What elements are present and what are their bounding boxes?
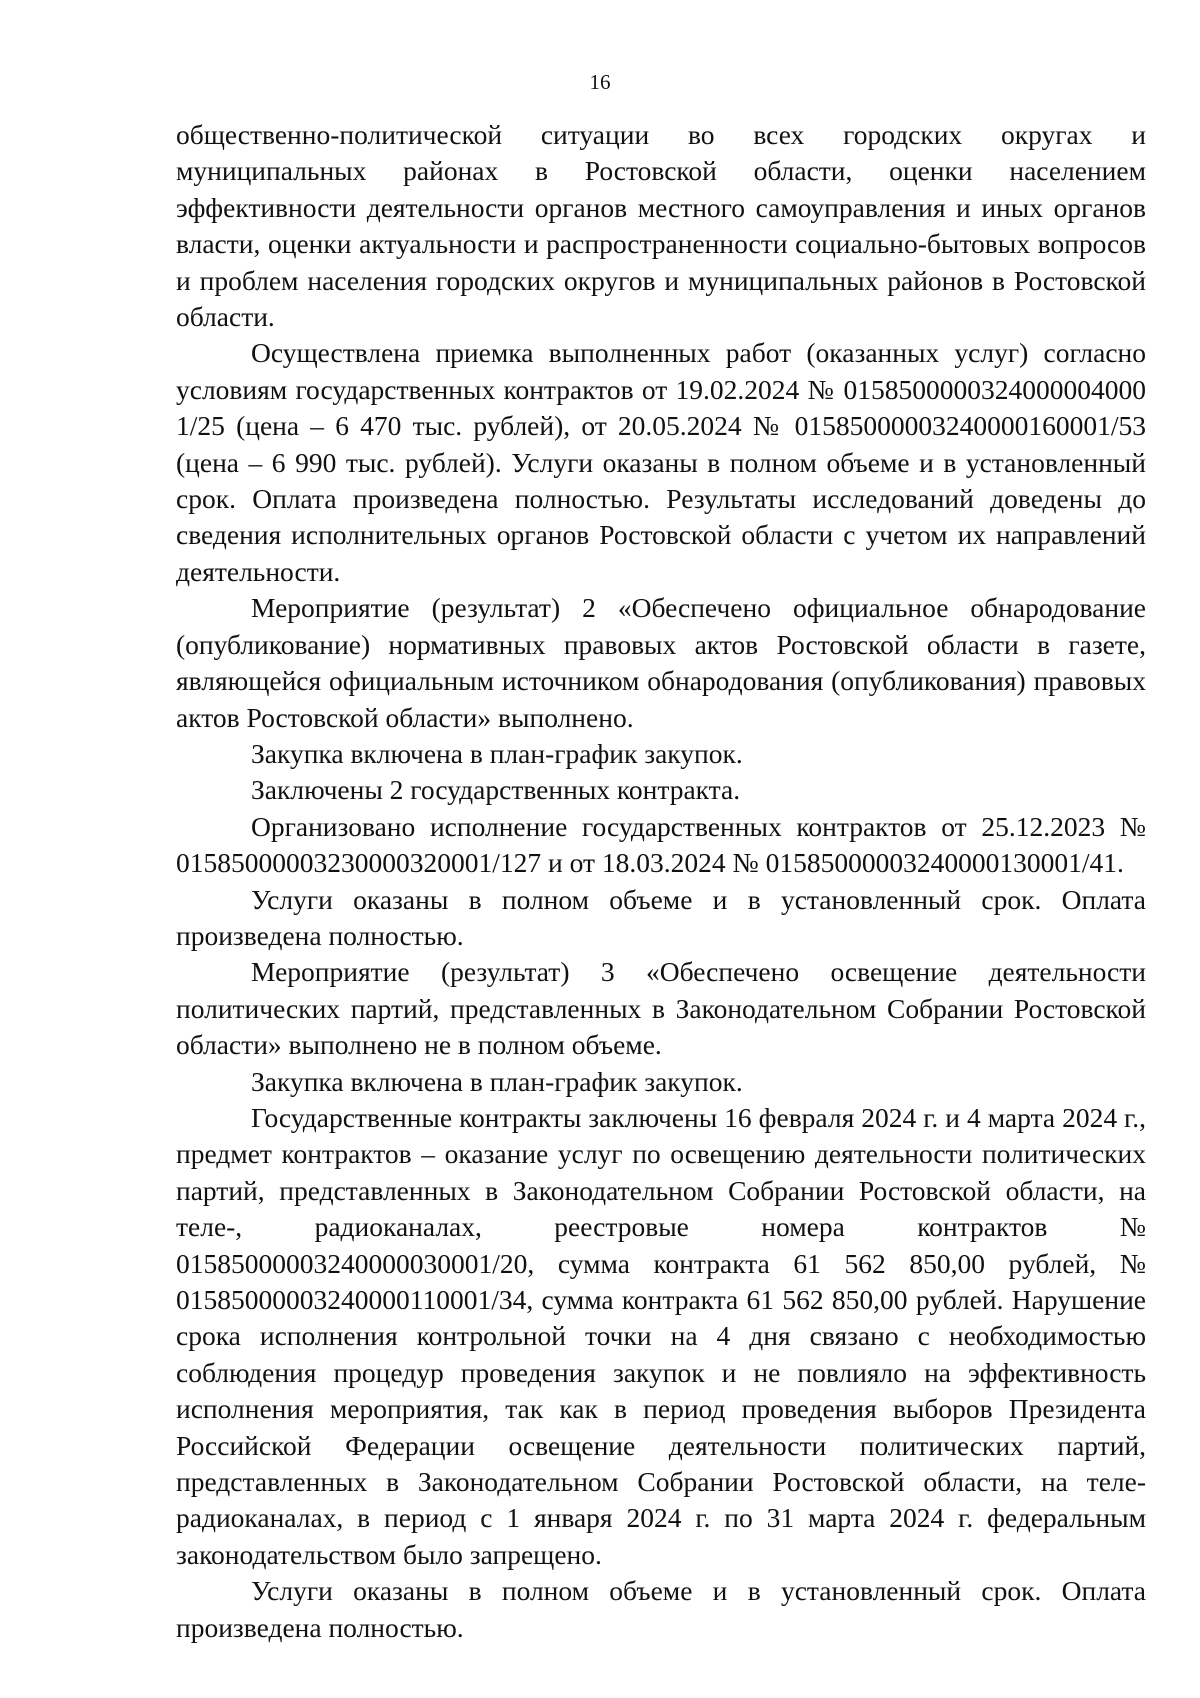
paragraph-acceptance-of-work: Осуществлена приемка выполненных работ (оказанных услуг) согласно условиям государственных контрактов от 19.02.2024 № 0158500000324000004000​1/25 (цена – 6 470 тыс. рублей), от 20.05.2024 № 01585000003240000160001/53 (цена – 6 990 тыс. рублей). Услуги оказаны в полном объеме и в установленный срок. Оплата произведена полностью. Результаты исследований доведены до сведения исполнительных органов Ростовской области с учетом их направлений деятельности. [176,337,1146,587]
paragraph-contract-execution: Организовано исполнение государственных контрактов от 25.12.2023 № 01585000003230000320001/127 и от 18.03.2024 № 01585000003240000130001/41. [176,810,1146,879]
paragraph-procurement-plan-2: Закупка включена в план-график закупок. [251,1065,743,1097]
paragraph-measure-3: Мероприятие (результат) 3 «Обеспечено освещение деятельности политических партий, представленных в Законодательном Собрании Ростовской области» выполнено не в полном объеме. [176,956,1146,1061]
paragraph-procurement-plan: Закупка включена в план-график закупок. [251,737,743,769]
paragraph-services-rendered: Услуги оказаны в полном объеме и в установленный срок. Оплата произведена полностью. [176,883,1146,951]
paragraph-measure-2: Мероприятие (результат) 2 «Обеспечено официальное обнародование (опубликование) нормативных правовых актов Ростовской области в газете, являющейся официальным источником обнародования (опубликования) правовых актов Ростовской области» выполнено. [176,592,1146,733]
paragraph-survey-continuation: общественно-политической ситуации во всех городских округах и муниципальных районах в Ростовской области, оценки населением эффективности деятельности органов местного самоуправления и иных органов власти, оценки актуальности и распространенности социально-бытовых вопросов и проблем населения городских округов и муниципальных районов в Ростовской области. [176,119,1146,333]
paragraph-services-rendered-2: Услуги оказаны в полном объеме и в установленный срок. Оплата произведена полностью. [176,1575,1146,1643]
document-body [176,117,1146,1646]
paragraph-state-contracts: Государственные контракты заключены 16 февраля 2024 г. и 4 марта 2024 г., предмет контрактов – оказание услуг по освещению деятельности политических партий, представленных в Законодательном Собрании Ростовской области, на теле-, радиоканалах, реестровые номера контрактов № 01585000003240000030001/20, сумма контракта 61 562 850,00 рублей, № 01585000003240000110001/34, сумма контракта 61 562 850,00 рублей. Нарушение срока исполнения контрольной точки на 4 дня связано с необходимостью соблюдения процедур проведения закупок и не повлияло на эффективность исполнения мероприятия, так как в период проведения выборов Президента Российской Федерации освещение деятельности политических партий, представленных в Законодательном Собрании Ростовской области, на теле-радиоканалах, в период с 1 января 2024 г. по 31 марта 2024 г. федеральным законодательством было запрещено. [176,1101,1146,1570]
page-number: 16 [589,70,611,94]
paragraph-contracts-concluded: Заключены 2 государственных контракта. [251,774,741,806]
